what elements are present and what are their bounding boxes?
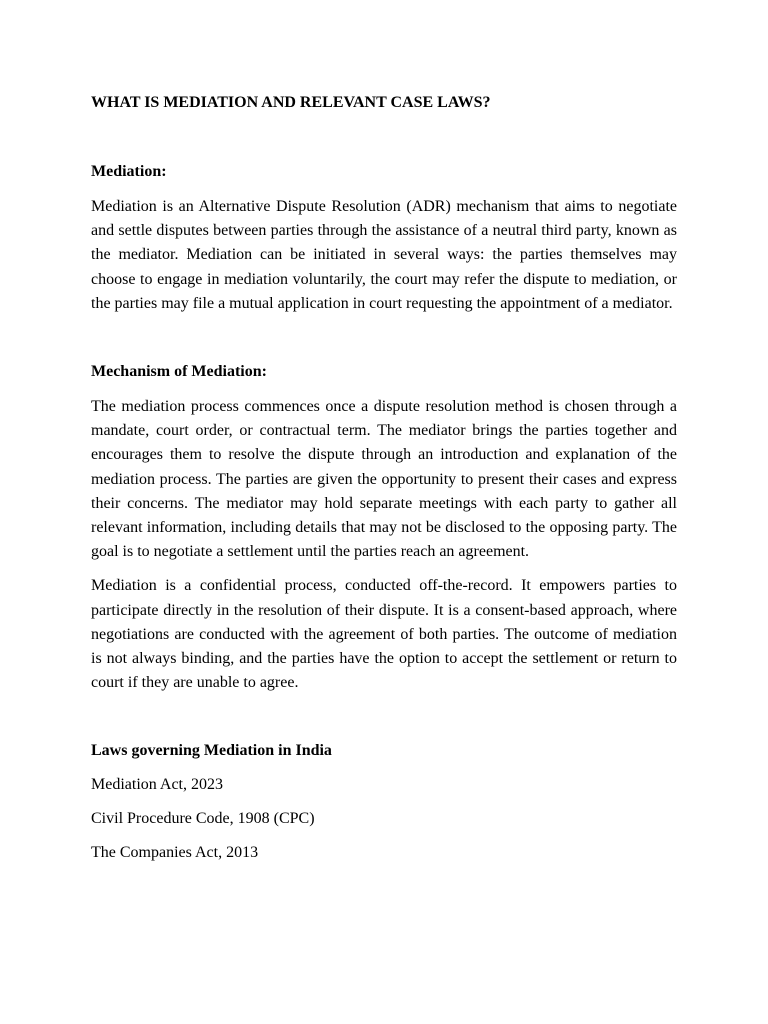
law-item-cpc: Civil Procedure Code, 1908 (CPC) xyxy=(91,810,315,828)
paragraph-mechanism-confidentiality: Mediation is a confidential process, conducted off-the-record. It empowers parties to participate directly in the resolution of their dispute. It is a consent-based approach, where negotiations are conducted with the agreement of both parties. The outcome of mediation is not always binding, and the parties have the option to accept the settlement or return to court if they are unable to agree. xyxy=(91,577,677,692)
paragraph-mechanism-process: The mediation process commences once a dispute resolution method is chosen through a mandate, court order, or contractual term. The mediator brings the parties together and encourages them to resolve the dispute through an introduction and explanation of the mediation process. The parties are given the opportunity to present their cases and express their concerns. The mediator may hold separate meetings with each party to gather all relevant information, including details that may not be disclosed to the opposing party. The goal is to negotiate a settlement until the parties reach an agreement. xyxy=(91,398,677,561)
paragraph-mediation-definition: Mediation is an Alternative Dispute Resolution (ADR) mechanism that aims to negotiate and settle disputes between parties through the assistance of a neutral third party, known as the mediator. Mediation can be initiated in several ways: the parties themselves may choose to engage in mediation voluntarily, the court may refer the dispute to mediation, or the parties may file a mutual application in court requesting the appointment of a mediator. xyxy=(91,198,677,312)
law-item-mediation-act: Mediation Act, 2023 xyxy=(91,776,223,794)
document-body xyxy=(91,92,677,876)
section-heading-mechanism: Mechanism of Mediation: xyxy=(91,363,267,381)
section-heading-laws: Laws governing Mediation in India xyxy=(91,742,332,760)
section-heading-mediation: Mediation: xyxy=(91,163,167,180)
law-item-companies-act: The Companies Act, 2013 xyxy=(91,844,259,862)
document-title: WHAT IS MEDIATION AND RELEVANT CASE LAWS? xyxy=(91,94,491,111)
